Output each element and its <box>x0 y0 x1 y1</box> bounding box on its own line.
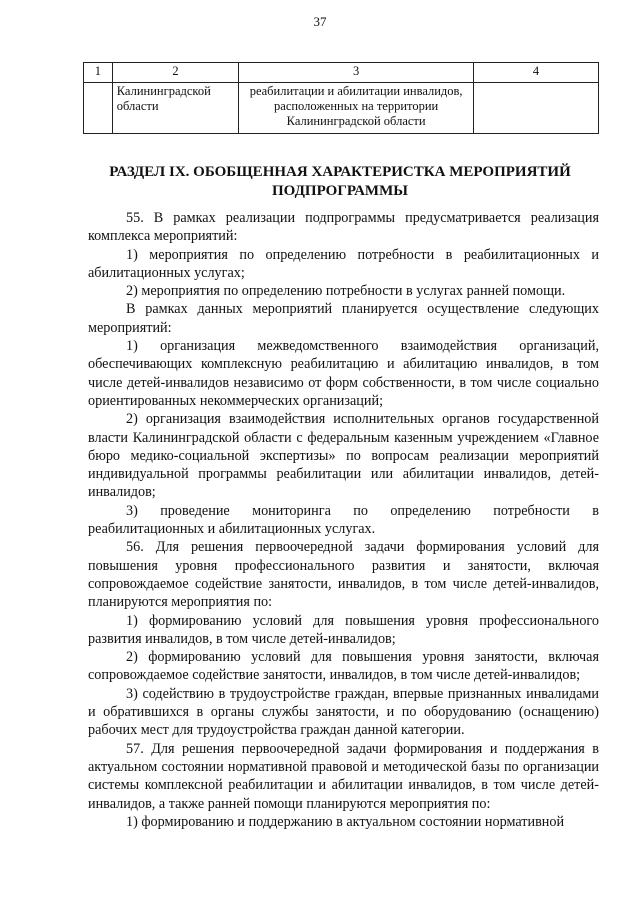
table-header-cell-4: 4 <box>473 63 598 83</box>
paragraph: 3) содействию в трудоустройстве граждан, впервые признанных инвалидами и обратившихся в органы службы занятости, и по оборудованию (оснащению) рабочих мест для трудоустройства граждан данной категории. <box>88 685 599 739</box>
table-cell-col3: реабилитации и абилитации инвалидов, расположенных на территории Калининградской области <box>239 83 474 134</box>
paragraph: 3) проведение мониторинга по определению потребности в реабилитационных и абилитационных услугах. <box>88 502 599 538</box>
paragraph: 1) мероприятия по определению потребности в реабилитационных и абилитационных услугах; <box>88 246 599 281</box>
continued-table <box>83 62 599 134</box>
paragraph: 2) мероприятия по определению потребности в услугах ранней помощи. <box>126 283 566 300</box>
table-header-cell-3: 3 <box>239 63 474 83</box>
document-body <box>88 209 599 831</box>
paragraph: 1) формированию условий для повышения уровня профессионального развития инвалидов, в том числе детей-инвалидов; <box>88 612 599 647</box>
paragraph: 55. В рамках реализации подпрограммы предусматривается реализация комплекса мероприятий: <box>88 210 599 245</box>
table-header-cell-2: 2 <box>112 63 239 83</box>
section-title: РАЗДЕЛ IX. ОБОБЩЕННАЯ ХАРАКТЕРИСТКА МЕРОПРИЯТИЙ ПОДПРОГРАММЫ <box>109 164 571 199</box>
paragraph: 2) формированию условий для повышения уровня занятости, включая сопровождаемое содействие занятости, инвалидов, в том числе детей-инвалидов; <box>88 649 599 684</box>
table-cell-col2: Калининградской области <box>112 83 239 134</box>
paragraph: 1) формированию и поддержанию в актуальном состоянии нормативной <box>126 813 565 830</box>
table-cell-col1 <box>84 83 113 134</box>
table-header-row <box>84 63 599 83</box>
paragraph: 2) организация взаимодействия исполнительных органов государственной власти Калининградской области с федеральным казенным учреждением «Главное бюро медико-социальной экспертизы» по вопросам реализации мероприятий индивидуальной программы реабилитации или абилитации инвалидов, детей-инвалидов; <box>88 411 599 501</box>
table-cell-col4 <box>473 83 598 134</box>
table-header-cell-1: 1 <box>84 63 113 83</box>
paragraph: 57. Для решения первоочередной задачи формирования и поддержания в актуальном состоянии нормативной правовой и методической базы по организации системы комплексной реабилитации и абилитации инвалидов, в том числе детей-инвалидов, а также ранней помощи планируются мероприятия по: <box>88 740 599 812</box>
paragraph: 1) организация межведомственного взаимодействия организаций, обеспечивающих комплексную реабилитацию и абилитацию инвалидов, в том числе детей-инвалидов независимо от форм собственности, в том числе социально ориентированных некоммерческих организаций; <box>88 338 599 409</box>
paragraph: В рамках данных мероприятий планируется осуществление следующих мероприятий: <box>88 301 599 336</box>
paragraph: 56. Для решения первоочередной задачи формирования условий для повышения уровня профессионального развития и занятости, включая сопровождаемое содействие занятости, инвалидов, в том числе детей-инвалидов, планируются мероприятия по: <box>88 539 599 611</box>
page-number: 37 <box>313 14 327 29</box>
table-row <box>84 83 599 134</box>
